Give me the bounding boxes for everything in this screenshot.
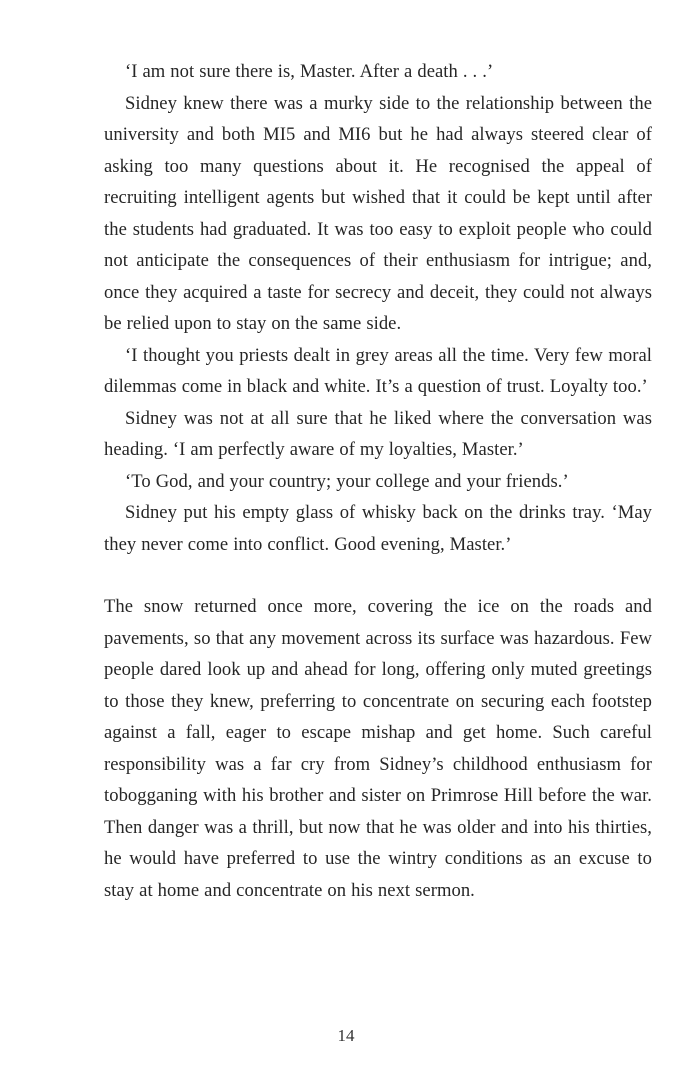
paragraph-mi5-mi6: Sidney knew there was a murky side to the relationship between the university and both MI5 and MI6 but he had always steered clear of asking too many questions about it. He recognised the appeal of recruiting intelligent agents but wished that it could be kept until after the students had graduated. It was too easy to exploit people who could not anticipate the consequences of their enthusiasm for intrigue; and, once they acquired a taste for secrecy and deceit, they could not always be relied upon to stay on the same side. [104, 92, 652, 334]
page-body [104, 56, 652, 906]
paragraph-conversation-heading: Sidney was not at all sure that he liked where the conversation was heading. ‘I am perfectly aware of my loyalties, Master.’ [104, 407, 652, 460]
paragraph-dialogue-death: ‘I am not sure there is, Master. After a death . . .’ [125, 61, 494, 82]
paragraph-grey-areas: ‘I thought you priests dealt in grey areas all the time. Very few moral dilemmas come in black and white. It’s a question of trust. Loyalty too.’ [104, 344, 652, 397]
section-break [104, 560, 652, 591]
paragraph-snow-returned: The snow returned once more, covering the ice on the roads and pavements, so that any movement across its surface was hazardous. Few people dared look up and ahead for long, offering only muted greetings to those they knew, preferring to concentrate on securing each footstep against a fall, eager to escape mishap and get home. Such careful responsibility was a far cry from Sidney’s childhood enthusiasm for tobogganing with his brother and sister on Primrose Hill before the war. Then danger was a thrill, but now that he was older and into his thirties, he would have preferred to use the wintry conditions as an excuse to stay at home and concentrate on his next sermon. [104, 596, 652, 901]
paragraph-god-country: ‘To God, and your country; your college and your friends.’ [125, 470, 569, 492]
page-number: 14 [337, 1026, 355, 1045]
paragraph-whisky-tray: Sidney put his empty glass of whisky back on the drinks tray. ‘May they never come into conflict. Good evening, Master.’ [104, 502, 652, 555]
